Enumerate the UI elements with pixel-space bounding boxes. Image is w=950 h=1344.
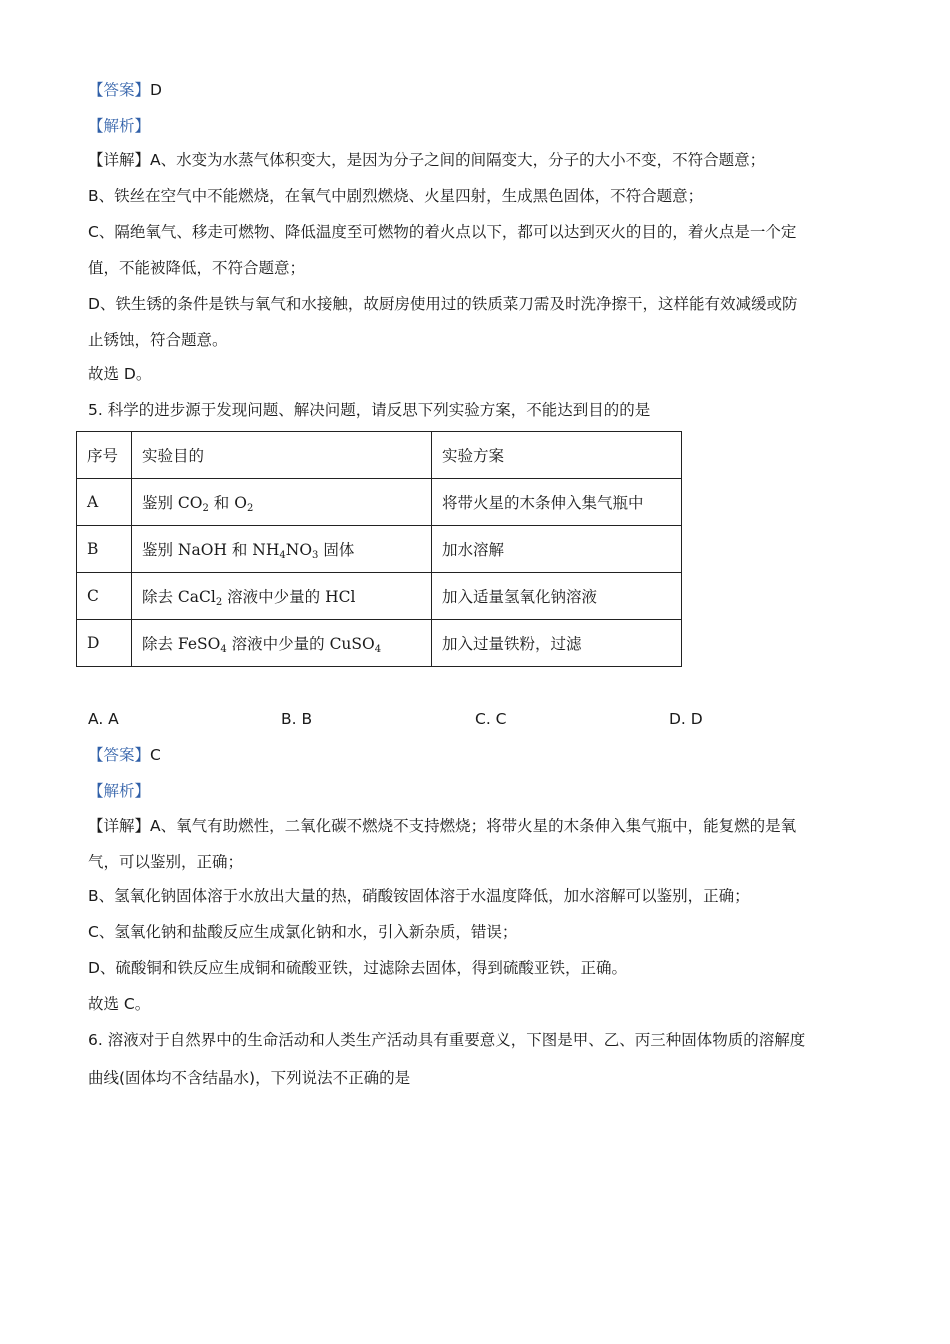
q5-detail-d: D、硫酸铜和铁反应生成铜和硫酸亚铁，过滤除去固体，得到硫酸亚铁，正确。: [88, 959, 627, 977]
table-row: [77, 479, 682, 526]
row-purpose: 鉴别 NaOH 和 $NH_4NO_3$ 固体: [132, 526, 432, 573]
detail-label: 【详解】: [88, 817, 151, 835]
answer-label: 【答案】: [88, 746, 151, 764]
q5-analysis-label: 【解析】: [88, 782, 151, 800]
row-purpose: 除去 FeSO$_4$ 溶液中少量的 CuSO$_4$: [132, 620, 432, 667]
option-a: A. A: [88, 710, 119, 728]
q5-detail-a2: 气，可以鉴别，正确；: [88, 853, 244, 871]
table-header-row: [77, 432, 682, 479]
detail-text: A、水变为水蒸气体积变大，是因为分子之间的间隔变大，分子的大小不变，不符合题意；: [150, 151, 766, 169]
q4-answer: [88, 80, 162, 100]
experiment-table: [76, 431, 682, 667]
row-plan: 将带火星的木条伸入集气瓶中: [432, 479, 682, 526]
row-id: D: [77, 620, 132, 667]
detail-label: 【详解】: [88, 151, 151, 169]
q4-detail-d2: 止锈蚀，符合题意。: [88, 331, 228, 349]
detail-text: A、氧气有助燃性，二氧化碳不燃烧不支持燃烧；将带火星的木条伸入集气瓶中，能复燃的是氧: [150, 817, 797, 835]
row-id: A: [77, 479, 132, 526]
q5-stem: 5. 科学的进步源于发现问题、解决问题，请反思下列实验方案，不能达到目的的是: [88, 401, 651, 419]
q5-detail-c: C、氢氧化钠和盐酸反应生成氯化钠和水，引入新杂质，错误；: [88, 923, 518, 941]
q4-conclusion: 故选 D。: [88, 365, 152, 383]
table-row: [77, 526, 682, 573]
row-plan: 加入适量氢氧化钠溶液: [432, 573, 682, 620]
row-id: C: [77, 573, 132, 620]
q4-detail-c2: 值，不能被降低，不符合题意；: [88, 259, 306, 277]
q6-stem-1: 6. 溶液对于自然界中的生命活动和人类生产活动具有重要意义，下图是甲、乙、丙三种固体物质的溶解度: [88, 1031, 806, 1049]
header-cell: 序号: [77, 432, 132, 479]
q5-conclusion: 故选 C。: [88, 995, 151, 1013]
q6-stem-2: 曲线(固体均不含结晶水)，下列说法不正确的是: [88, 1069, 411, 1087]
answer-value: D: [150, 81, 162, 99]
row-purpose: 除去 CaCl$_2$ 溶液中少量的 HCl: [132, 573, 432, 620]
row-id: B: [77, 526, 132, 573]
q4-detail-c1: C、隔绝氧气、移走可燃物、降低温度至可燃物的着火点以下，都可以达到灭火的目的，着火点是一个定: [88, 223, 797, 241]
table-row: [77, 620, 682, 667]
option-d: D. D: [669, 710, 703, 728]
row-plan: 加入过量铁粉，过滤: [432, 620, 682, 667]
header-cell: 实验目的: [132, 432, 432, 479]
q5-answer: [88, 745, 161, 765]
option-b: B. B: [281, 710, 313, 728]
answer-value: C: [150, 746, 161, 764]
table-row: [77, 573, 682, 620]
header-cell: 实验方案: [432, 432, 682, 479]
q4-analysis-label: 【解析】: [88, 117, 151, 135]
q4-detail-a: [88, 150, 765, 170]
q4-detail-b: B、铁丝在空气中不能燃烧，在氧气中剧烈燃烧、火星四射，生成黑色固体，不符合题意；: [88, 187, 704, 205]
row-purpose: 鉴别 $CO_2$ 和 $O_2$: [132, 479, 432, 526]
option-c: C. C: [475, 710, 507, 728]
q4-detail-d1: D、铁生锈的条件是铁与氧气和水接触，故厨房使用过的铁质菜刀需及时洗净擦干，这样能有效减缓或防: [88, 295, 798, 313]
q5-detail-b: B、氢氧化钠固体溶于水放出大量的热，硝酸铵固体溶于水温度降低，加水溶解可以鉴别，正确；: [88, 887, 750, 905]
answer-label: 【答案】: [88, 81, 151, 99]
q5-detail-a: [88, 816, 796, 836]
row-plan: 加水溶解: [432, 526, 682, 573]
